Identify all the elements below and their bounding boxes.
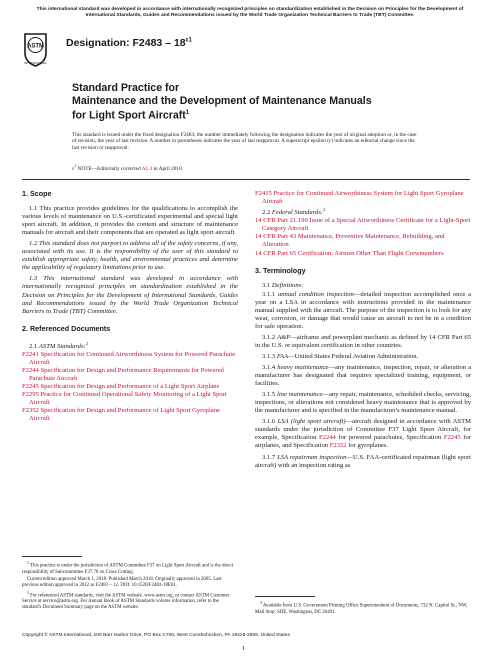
ref-link-f2241[interactable]: F2241 [22, 350, 39, 358]
editorial-note-link[interactable]: A1.3 [141, 165, 153, 172]
right-footnotes [255, 600, 471, 617]
para-1-2: 1.2 This standard does not purport to address all of the safety concerns, if any, associated with its use. It is the responsibility of the user of this standard to establish appropriate safety, health, and environmental practices and determine the applicability of regulatory limitations prior to use. [22, 240, 238, 272]
footnote-3: $^3$ Available from U.S. Government Printing Office Superintendent of Documents, 732 N. Capitol St., NW, Mail Stop: SDE, Washington, DC 20401. [255, 601, 468, 615]
para-1-3: 1.3 This international standard was developed in accordance with internationally recognized principles on standardization established in the Decision on Principles for the Development of International Standards, Guides and Recommendations issued by the World Trade Organization Technical Barriers to Trade (TBT) Committee. [22, 275, 238, 315]
para-2-2: 2.2 Federal Standards:$^3$ [262, 207, 326, 217]
document-title [72, 82, 402, 122]
left-footnotes [22, 560, 238, 612]
title-line-3: for Light Sport Aircraft$^1$ [72, 109, 190, 122]
para-2-1: 2.1 ASTM Standards:$^2$ [29, 340, 88, 350]
ref-item: F2295 Practice for Continued Operational Safety Monitoring of a Light Sport Aircraft [22, 391, 227, 407]
astm-logo-icon [22, 31, 49, 68]
section-2-heading: 2. Referenced Documents [22, 323, 111, 333]
ref-item: F2352 Specification for Design and Performance of Light Sport Gyroplane Aircraft [22, 407, 220, 423]
ref-item: 14 CFR Part 21.190 Issue of a Special Airworthiness Certificate for a Light-Sport Category Aircraft [255, 217, 471, 233]
ref-item: 14 CFR Part 43 Maintenance, Preventive Maintenance, Rebuilding, and Alteration [255, 233, 445, 249]
footnote-divider-left [22, 556, 82, 557]
ref-item: F2244 Specification for Design and Performance Requirements for Powered Parachute Aircraft [22, 367, 224, 383]
copyright-footer: Copyright © ASTM International, 100 Barr Harbor Drive, PO Box C700, West Conshohocken, PA 19428-2959. United States [22, 633, 290, 638]
ref-link-f2244[interactable]: F2244 [318, 434, 336, 442]
ref-link-cfr-65[interactable]: 14 CFR Part 65 [255, 249, 297, 257]
page-number: 1 [242, 645, 246, 652]
left-column [22, 186, 238, 423]
footnote-divider-right [255, 596, 315, 597]
title-line-2: Maintenance and the Development of Maintenance Manuals [72, 94, 372, 107]
ref-item: F2241 Specification for Continued Airworthiness System for Powered Parachute Aircraft [22, 350, 236, 366]
definition: 3.1.2 A&P—airframe and powerplant mechanic as defined by 14 CFR Part 65 in the U.S. or equivalent certification in other countries. [255, 333, 471, 349]
ref-link-cfr-21-190[interactable]: 14 CFR Part 21.190 [255, 217, 308, 225]
ref-item: F2415 Practice for Continued Airworthiness System for Light Sport Gyroplane Aircraft [255, 190, 464, 206]
definition: 3.1.5 line maintenance—any repair, maintenance, scheduled checks, servicing, inspections, or alterations not considered heavy maintenance that is approved by the manufacturer and is specified in the manufacturer's maintenance manual. [255, 391, 471, 415]
definition: 3.1.4 heavy maintenance—any maintenance, inspection, repair, or alteration a manufacturer has designated that requires specialized training, equipment, or facilities. [255, 364, 471, 388]
title-footnote-ref: 1 [185, 110, 190, 117]
ref-link-cfr-43[interactable]: 14 CFR Part 43 [255, 233, 297, 241]
title-line-1: Standard Practice for [72, 82, 180, 94]
ref-link-f2295[interactable]: F2295 [22, 391, 39, 399]
footnote-1-current-edition: Current edition approved March 1, 2018. Published March 2018. Originally approved in 2005. Last previous edition approved in 2012 as F2483 – 12. DOI: 10.1520/F2483-18E01. [22, 576, 222, 588]
para-1-1: 1.1 This practice provides guidelines for the qualifications to accomplish the various levels of maintenance on U.S.-certificated experimental and special light sport aircraft. In addition, it provides the content and structure of maintenance manuals for aircraft and their components that are operated as light sport aircraft. [22, 205, 238, 237]
editorial-note: $\varepsilon^1$ NOTE—Editorially corrected A1.3 in April 2018. [72, 163, 184, 172]
ref-item: F2245 Specification for Design and Performance of a Light Sport Airplane [22, 383, 220, 391]
designation [66, 37, 192, 49]
designation-label: Designation: F2483 – 18 [66, 37, 186, 49]
definition: 3.1.6 LSA (light sport aircraft)—aircraft designed in accordance with ASTM standards under the jurisdiction of Committee F37 Light Sport Aircraft, for example, Specification F2244 for powered parachutes, Specification F2245 for airplanes, and Specification F2352 for gyroplanes. [255, 418, 471, 450]
ref-link-f2245[interactable]: F2245 [443, 434, 461, 442]
footnote-1: $^1$ This practice is under the jurisdiction of ASTM Committee F37 on Light Sport Aircraft and is the direct responsibility of Subcommittee F37.70 on Cross Cutting. [22, 561, 234, 575]
footnote-2: $^2$ For referenced ASTM standards, visit the ASTM website, www.astm.org, or contact ASTM Customer Service at service@astm.org. For Annual Book of ASTM Standards volume information, refer to the standard's Document Summary page on the ASTM website. [22, 590, 230, 611]
section-3-heading: 3. Terminology [255, 265, 306, 275]
ref-link-f2244[interactable]: F2244 [22, 367, 39, 375]
definition: 3.1.1 annual condition inspection—detailed inspection accomplished once a year on a LSA in accordance with instructions provided in the maintenance manual supplied with the aircraft. The purpose of the inspection is to look for any wear, corrosion, or damage that would cause an aircraft to not be in a condition for safe operation. [255, 290, 472, 330]
logo-subtext: INTERNATIONAL [24, 61, 47, 66]
ref-link-f2352[interactable]: F2352 [329, 442, 347, 450]
ref-link-f2352[interactable]: F2352 [22, 407, 39, 415]
ref-link-f2245[interactable]: F2245 [22, 383, 39, 391]
issued-note: This standard is issued under the fixed designation F2483; the number immediately following the designation indicates the year of original adoption or, in the case of revision, the year of last revision. A number in parentheses indicates the year of last reapproval. A superscript epsilon (ε) indicates an editorial change since the last revision or reapproval. [72, 132, 417, 151]
definition: 3.1.7 LSA repairman inspection—U.S. FAA-certificated repairman (light sport aircraft) with an inspection rating as [255, 453, 471, 469]
logo-text: ASTM [27, 43, 44, 50]
right-column [255, 190, 471, 470]
para-3-1: 3.1 Definitions: [262, 281, 304, 289]
ref-item: 14 CFR Part 65 Certification: Airmen Other Than Flight Crewmembers [255, 249, 444, 257]
designation-sup: ε1 [185, 37, 192, 44]
section-1-heading: 1. Scope [22, 189, 52, 198]
header-divider [22, 179, 470, 180]
ref-link-f2415[interactable]: F2415 [255, 190, 272, 197]
definition: 3.1.3 FAA—United States Federal Aviation Administration. [262, 352, 419, 360]
tbt-notice: This international standard was developed in accordance with internationally recognized principles on standardization established in the Decision on Principles for the Development of International Standards, Guides and Recommendations issued by the World Trade Organization Technical Barriers to Trade (TBT) Committee. [36, 7, 464, 19]
